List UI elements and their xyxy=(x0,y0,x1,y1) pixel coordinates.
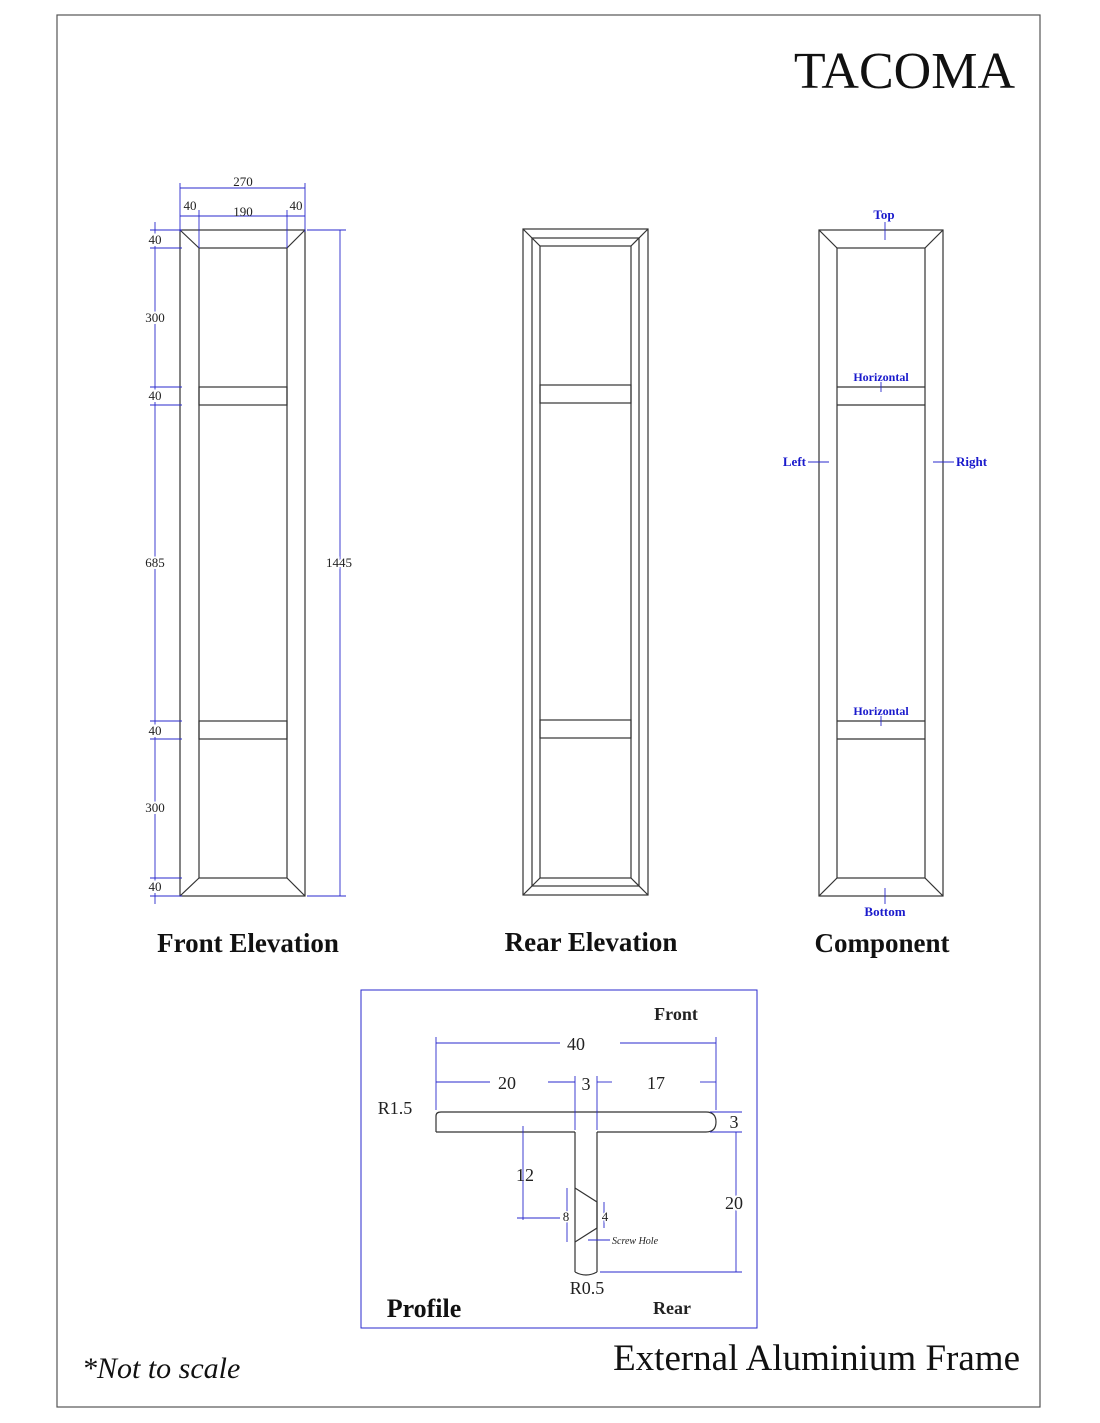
profile-dim-hole-outer: 8 xyxy=(562,1209,570,1224)
profile-dim-left-flange: 20 xyxy=(498,1073,516,1093)
component-leaders xyxy=(808,222,954,904)
profile-radius-top: R1.5 xyxy=(377,1098,413,1118)
component-view xyxy=(819,230,943,896)
label-horizontal-upper: Horizontal xyxy=(853,370,909,384)
profile-rear-label: Rear xyxy=(653,1298,691,1318)
front-rail-upper xyxy=(199,387,287,405)
heading-rear-elevation: Rear Elevation xyxy=(504,927,678,957)
not-to-scale-note: *Not to scale xyxy=(82,1352,241,1385)
profile-screw-hole xyxy=(575,1188,597,1242)
dim-rail-2: 40 xyxy=(148,388,162,403)
heading-front-elevation: Front Elevation xyxy=(157,928,339,958)
dim-rail-4: 40 xyxy=(148,723,162,738)
rear-inner-opening xyxy=(540,246,631,878)
profile-dimension-lines xyxy=(436,1037,742,1272)
profile-dim-hole-inner: 4 xyxy=(601,1209,609,1224)
front-inner-opening xyxy=(199,248,287,878)
front-dimension-lines xyxy=(150,183,346,904)
rear-rail-upper xyxy=(540,385,631,403)
front-miter-tl xyxy=(180,230,199,248)
profile-section xyxy=(436,1112,716,1275)
sheet-title: TACOMA xyxy=(793,43,1015,100)
front-miter-br xyxy=(287,878,305,896)
front-miter-bl xyxy=(180,878,199,896)
rear-elevation xyxy=(523,229,648,895)
profile-flange xyxy=(436,1112,716,1132)
profile-dim-depth: 20 xyxy=(725,1193,743,1213)
label-top: Top xyxy=(873,207,895,222)
profile-front-label: Front xyxy=(654,1004,698,1024)
rear-lip xyxy=(532,238,639,886)
label-horizontal-lower: Horizontal xyxy=(853,704,909,718)
front-rail-lower xyxy=(199,721,287,739)
rear-outer-frame xyxy=(523,229,648,895)
dim-overall-height: 1445 xyxy=(326,555,352,570)
rear-rail-lower xyxy=(540,720,631,738)
product-name: External Aluminium Frame xyxy=(613,1338,1020,1379)
label-right: Right xyxy=(956,454,988,469)
dim-right-stile: 40 xyxy=(289,198,303,213)
dim-opening-width: 190 xyxy=(233,204,253,219)
label-bottom: Bottom xyxy=(864,904,906,919)
dim-left-stile: 40 xyxy=(183,198,197,213)
profile-dim-web-offset: 12 xyxy=(516,1165,534,1185)
heading-component: Component xyxy=(814,928,950,958)
profile-heading: Profile xyxy=(386,1294,462,1323)
front-miter-tr xyxy=(287,230,305,248)
profile-radius-tip: R0.5 xyxy=(569,1278,605,1298)
profile-dim-web: 3 xyxy=(581,1074,591,1094)
dim-rail-3: 685 xyxy=(145,555,165,570)
component-inner-opening xyxy=(837,248,925,878)
dim-rail-1: 300 xyxy=(145,310,165,325)
profile-dim-flange-thickness: 3 xyxy=(729,1112,739,1132)
dim-rail-6: 40 xyxy=(148,879,162,894)
profile-dim-total-width: 40 xyxy=(567,1034,585,1054)
dim-rail-0: 40 xyxy=(148,232,162,247)
profile-box xyxy=(361,990,757,1328)
front-elevation xyxy=(180,230,305,896)
profile-dim-right-flange: 17 xyxy=(647,1073,665,1093)
label-left: Left xyxy=(782,454,806,469)
dim-rail-5: 300 xyxy=(145,800,165,815)
dim-overall-width: 270 xyxy=(233,174,253,189)
profile-screw-hole-label: Screw Hole xyxy=(612,1236,659,1247)
